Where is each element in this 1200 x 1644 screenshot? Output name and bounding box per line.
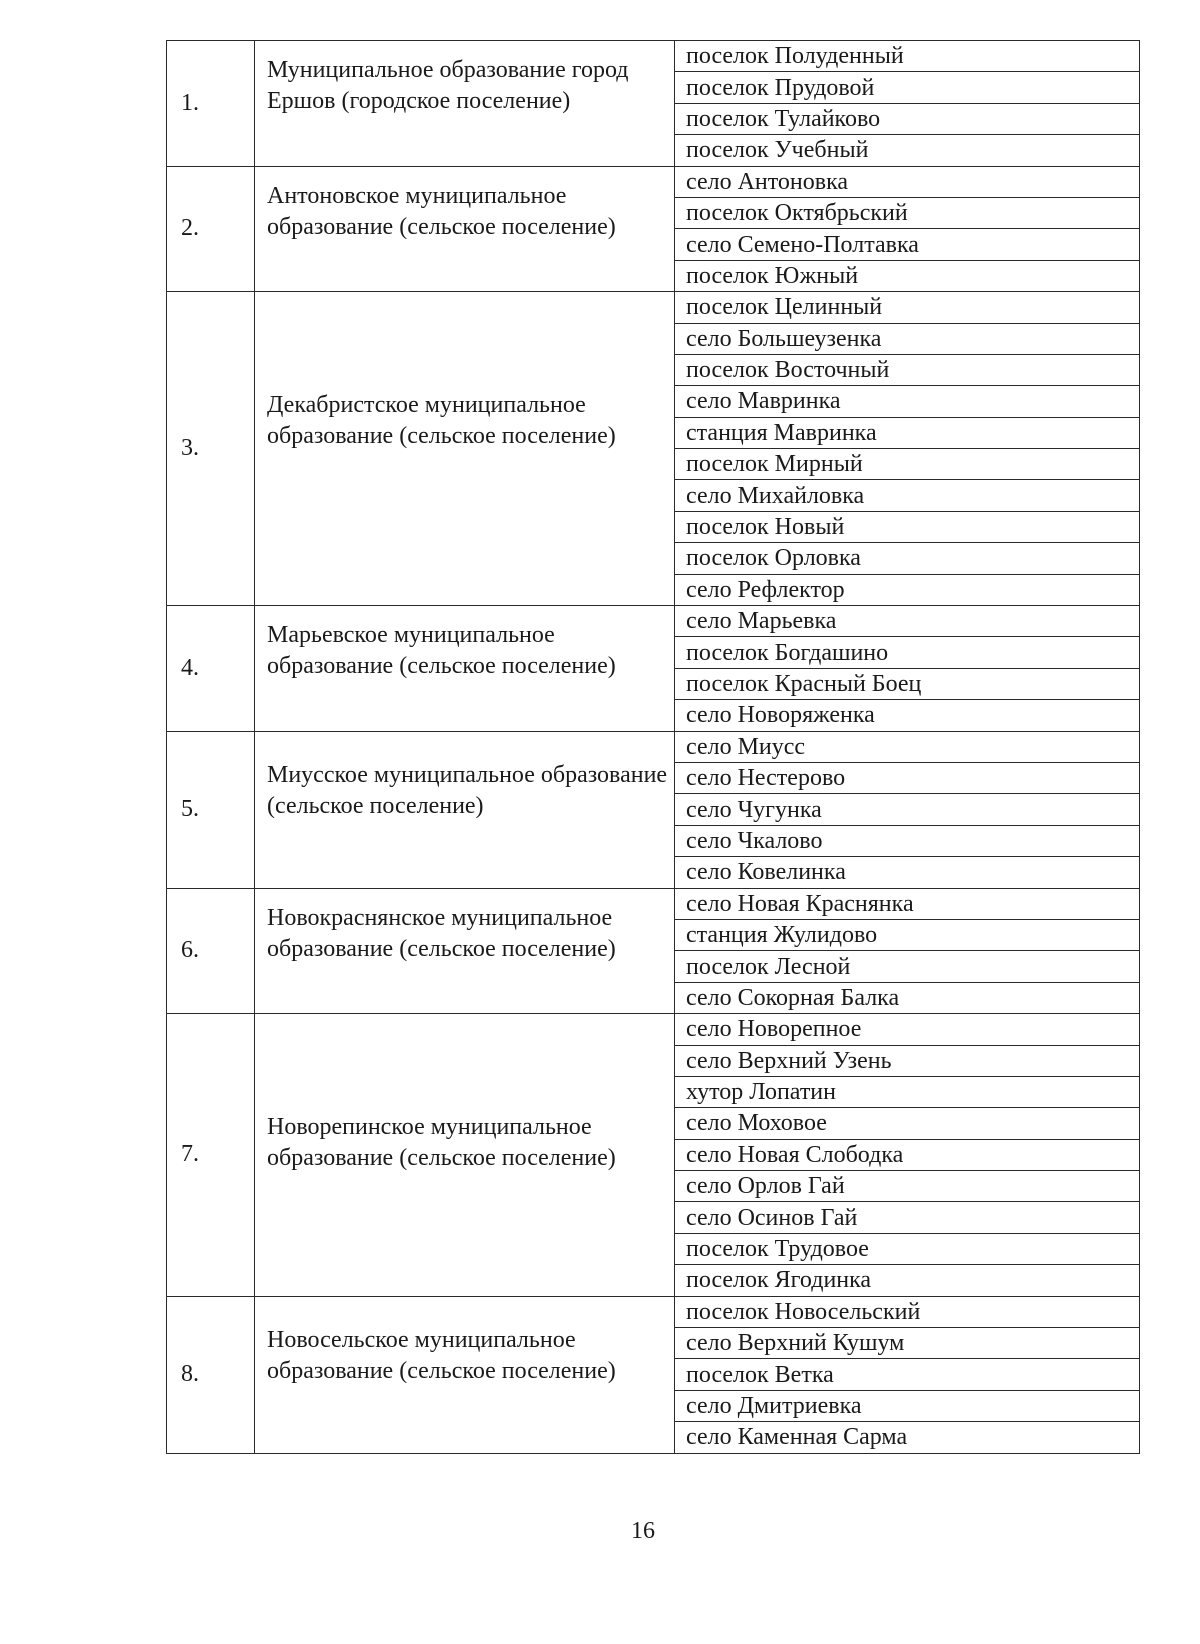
- table-body: [167, 41, 1140, 1454]
- settlement-name: село Новоряженка: [675, 700, 1140, 731]
- row-number: 8.: [167, 1296, 255, 1453]
- settlement-name: село Каменная Сарма: [675, 1422, 1140, 1453]
- municipality-name-text: Декабристское муниципальное образование (сельское поселение): [267, 392, 616, 450]
- settlement-name: станция Мавринка: [675, 417, 1140, 448]
- table-row: [167, 606, 1140, 637]
- settlement-name: поселок Орловка: [675, 543, 1140, 574]
- municipality-name-text: Антоновское муниципальное образование (сельское поселение): [267, 182, 616, 240]
- municipality-name: [255, 606, 675, 732]
- settlement-name: поселок Новосельский: [675, 1296, 1140, 1327]
- settlement-name: поселок Новый: [675, 511, 1140, 542]
- municipality-name: [255, 1014, 675, 1297]
- municipality-name-text: Новорепинское муниципальное образование (сельское поселение): [267, 1114, 616, 1172]
- municipality-name-text: Муниципальное образование город Ершов (городское поселение): [267, 57, 629, 114]
- settlement-name: село Марьевка: [675, 606, 1140, 637]
- settlement-name: село Большеузенка: [675, 323, 1140, 354]
- settlement-name: поселок Октябрьский: [675, 197, 1140, 228]
- settlement-name: село Верхний Узень: [675, 1045, 1140, 1076]
- settlement-name: поселок Целинный: [675, 292, 1140, 323]
- settlement-name: село Сокорная Балка: [675, 982, 1140, 1013]
- settlement-name: село Семено-Полтавка: [675, 229, 1140, 260]
- municipality-name-text: Миусское муниципальное образование (сельское поселение): [267, 761, 668, 819]
- row-number: 6.: [167, 888, 255, 1014]
- settlement-name: поселок Полуденный: [675, 41, 1140, 72]
- settlement-name: поселок Ягодинка: [675, 1265, 1140, 1296]
- municipality-name-text: Новокраснянское муниципальное образование (сельское поселение): [267, 904, 616, 962]
- row-number: 4.: [167, 606, 255, 732]
- table-row: [167, 1296, 1140, 1327]
- municipality-name: [255, 166, 675, 292]
- settlement-name: хутор Лопатин: [675, 1076, 1140, 1107]
- settlement-name: село Орлов Гай: [675, 1171, 1140, 1202]
- table-row: [167, 731, 1140, 762]
- municipality-name: [255, 731, 675, 888]
- settlement-name: поселок Ветка: [675, 1359, 1140, 1390]
- settlement-name: село Миусс: [675, 731, 1140, 762]
- row-number: 5.: [167, 731, 255, 888]
- table-row: [167, 292, 1140, 323]
- row-number: 1.: [167, 41, 255, 167]
- settlement-name: село Новая Краснянка: [675, 888, 1140, 919]
- page-number: 16: [631, 1518, 655, 1544]
- settlement-name: поселок Южный: [675, 260, 1140, 291]
- settlement-name: станция Жулидово: [675, 919, 1140, 950]
- table-row: [167, 166, 1140, 197]
- settlement-name: село Верхний Кушум: [675, 1328, 1140, 1359]
- settlement-name: поселок Мирный: [675, 449, 1140, 480]
- settlement-name: поселок Красный Боец: [675, 668, 1140, 699]
- settlement-name: село Чкалово: [675, 825, 1140, 856]
- settlement-name: село Антоновка: [675, 166, 1140, 197]
- settlement-name: поселок Богдашино: [675, 637, 1140, 668]
- settlement-name: село Новорепное: [675, 1014, 1140, 1045]
- settlement-name: село Моховое: [675, 1108, 1140, 1139]
- settlement-name: поселок Прудовой: [675, 72, 1140, 103]
- settlement-name: село Дмитриевка: [675, 1390, 1140, 1421]
- table-row: [167, 888, 1140, 919]
- municipality-name: [255, 292, 675, 606]
- municipality-name: [255, 41, 675, 167]
- municipality-name: [255, 1296, 675, 1453]
- row-number: 7.: [167, 1014, 255, 1297]
- settlement-name: село Рефлектор: [675, 574, 1140, 605]
- settlement-name: село Нестерово: [675, 762, 1140, 793]
- settlement-name: село Михайловка: [675, 480, 1140, 511]
- municipality-name-text: Марьевское муниципальное образование (сельское поселение): [267, 622, 616, 680]
- table-row: [167, 1014, 1140, 1045]
- settlement-name: поселок Учебный: [675, 135, 1140, 166]
- settlement-name: село Ковелинка: [675, 857, 1140, 888]
- settlement-name: село Новая Слободка: [675, 1139, 1140, 1170]
- settlement-name: поселок Трудовое: [675, 1233, 1140, 1264]
- row-number: 3.: [167, 292, 255, 606]
- settlement-name: село Чугунка: [675, 794, 1140, 825]
- settlement-name: село Осинов Гай: [675, 1202, 1140, 1233]
- municipality-name-text: Новосельское муниципальное образование (сельское поселение): [267, 1326, 616, 1384]
- settlement-name: поселок Тулайково: [675, 103, 1140, 134]
- row-number: 2.: [167, 166, 255, 292]
- settlement-name: поселок Лесной: [675, 951, 1140, 982]
- settlement-name: поселок Восточный: [675, 354, 1140, 385]
- municipalities-table: [166, 40, 1140, 1454]
- municipality-name: [255, 888, 675, 1014]
- table-row: [167, 41, 1140, 72]
- settlement-name: село Мавринка: [675, 386, 1140, 417]
